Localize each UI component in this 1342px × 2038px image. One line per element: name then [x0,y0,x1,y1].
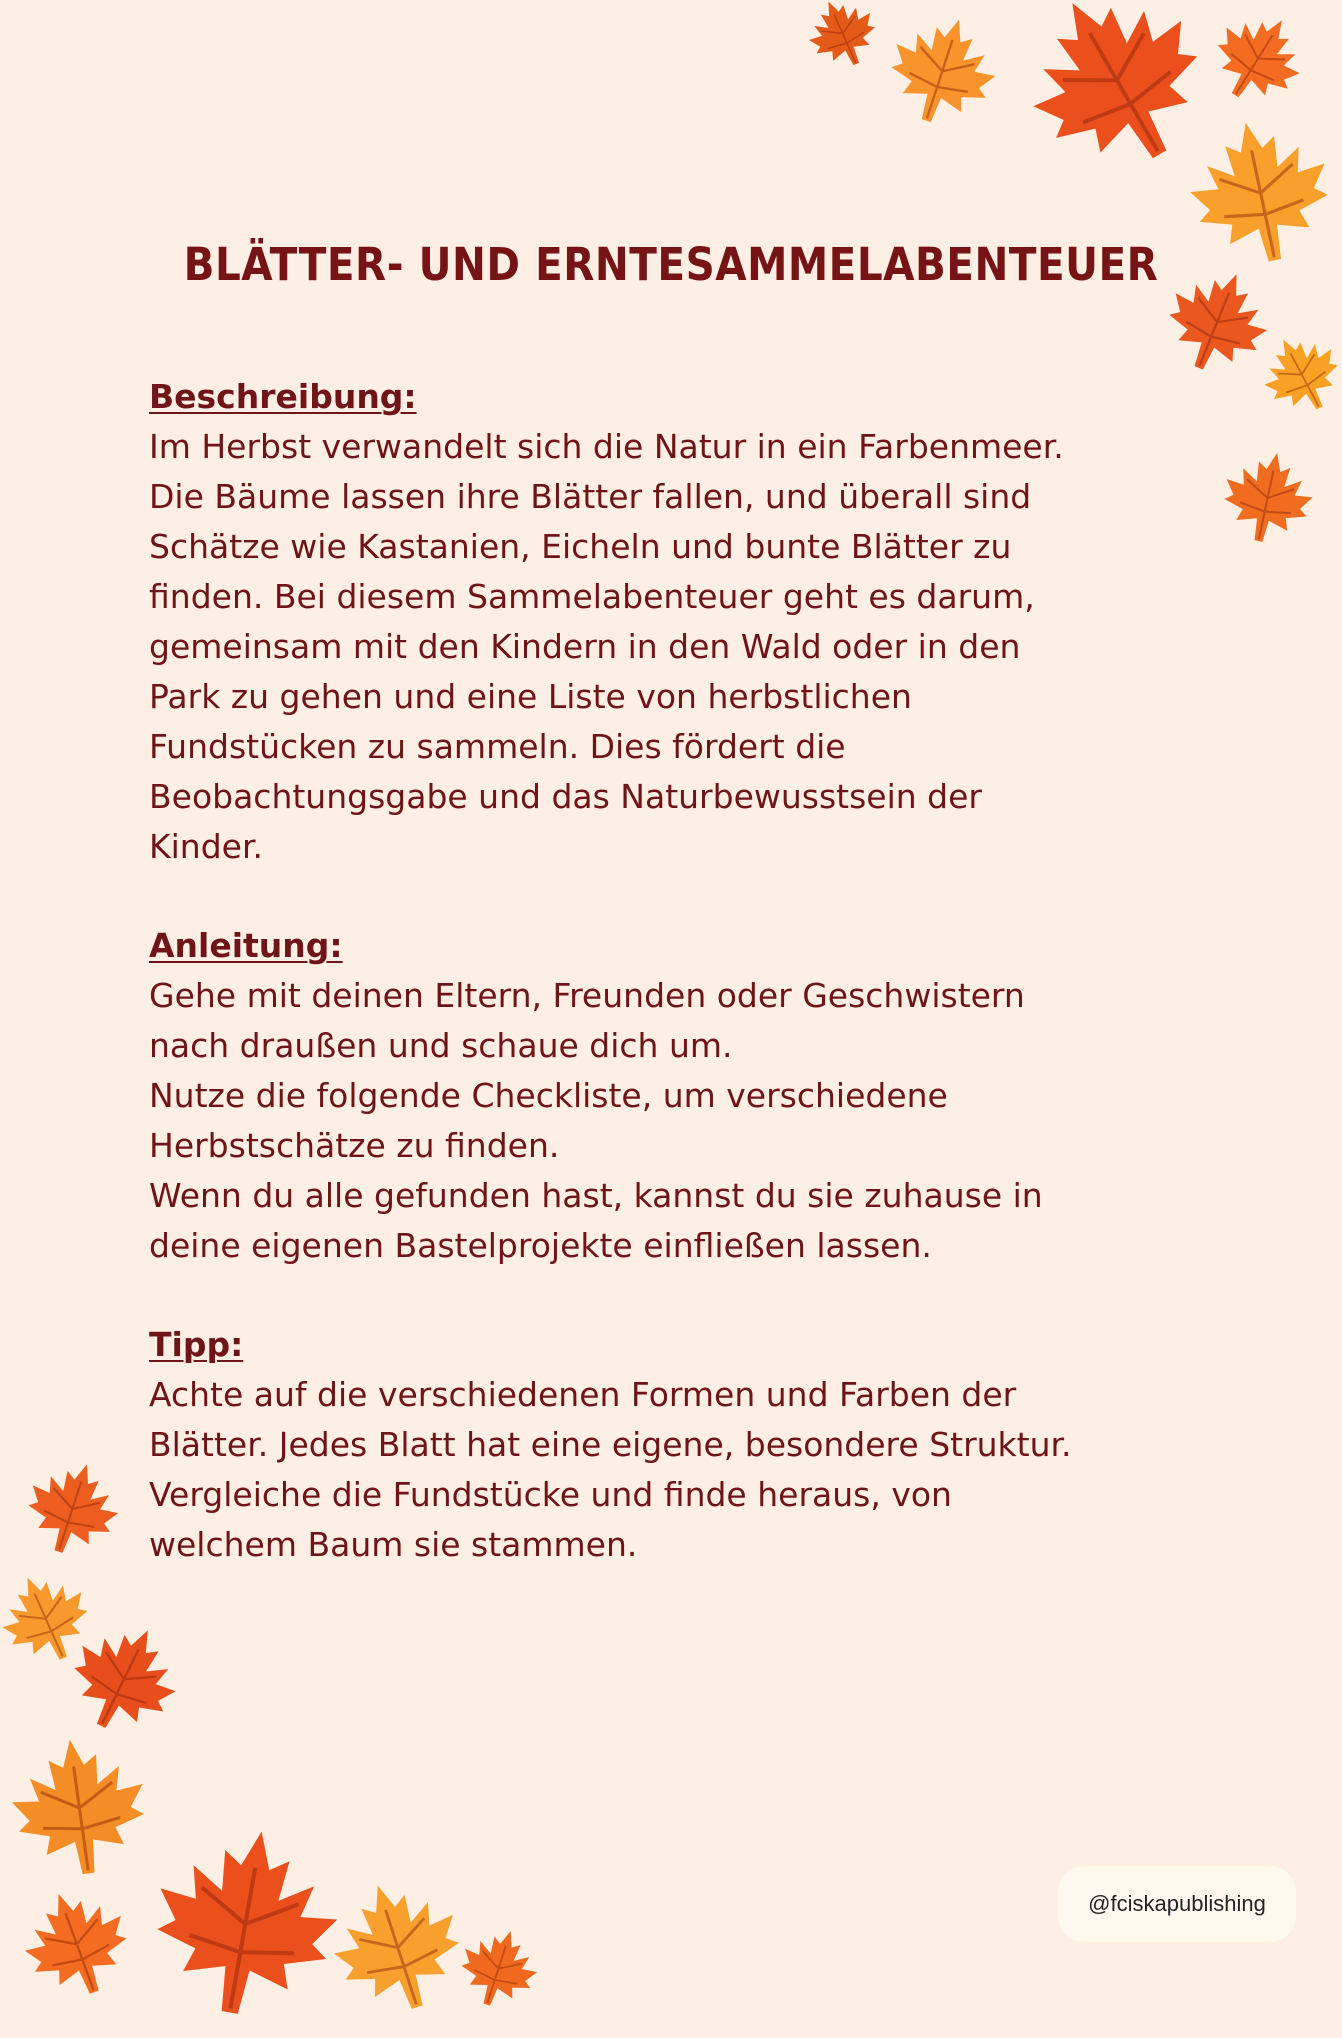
section-body: Achte auf die verschiedenen Formen und Farben der Blätter. Jedes Blatt hat eine eigene, besondere Struktur. Vergleiche die Fundstücke und finde heraus, von welchem Baum sie stammen. [149,1375,1072,1564]
section-heading: Beschreibung: [149,377,417,416]
social-handle-badge: @fciskapublishing [1058,1866,1296,1942]
maple-leaf-icon [9,1443,138,1572]
maple-leaf-icon [2,1868,151,2017]
maple-leaf-icon [1209,437,1328,556]
section-heading: Tipp: [149,1325,244,1364]
maple-leaf-icon [792,0,892,82]
page-title: BLÄTTER- UND ERNTESAMMELABENTEUER [183,238,1159,291]
instructions-section [149,921,1199,1271]
description-section [149,372,1199,872]
maple-leaf-icon [869,0,1018,143]
main-content [149,372,1199,1619]
section-body: Gehe mit deinen Eltern, Freunden oder Geschwistern nach draußen und schaue dich um. Nutze die folgende Checkliste, um verschiedene Herbstschätze zu finden. Wenn du alle gefunden hast, kannst du sie zuhause in deine eigenen Bastelprojekte einfließen lassen. [149,976,1043,1265]
tip-section [149,1320,1199,1570]
section-heading: Anleitung: [149,926,343,965]
section-body: Im Herbst verwandelt sich die Natur in ein Farbenmeer. Die Bäume lassen ihre Blätter fallen, und überall sind Schätze wie Kastanien, Eicheln und bunte Blätter zu finden. Bei diesem Sammelabenteuer geht es darum, gemeinsam mit den Kindern in den Wald oder in den Park zu gehen und eine Liste von herbstlichen Fundstücken zu sammeln. Dies fördert die Beobachtungsgabe und das Naturbewusstsein der Kinder. [149,427,1064,866]
maple-leaf-icon [0,1720,164,1889]
